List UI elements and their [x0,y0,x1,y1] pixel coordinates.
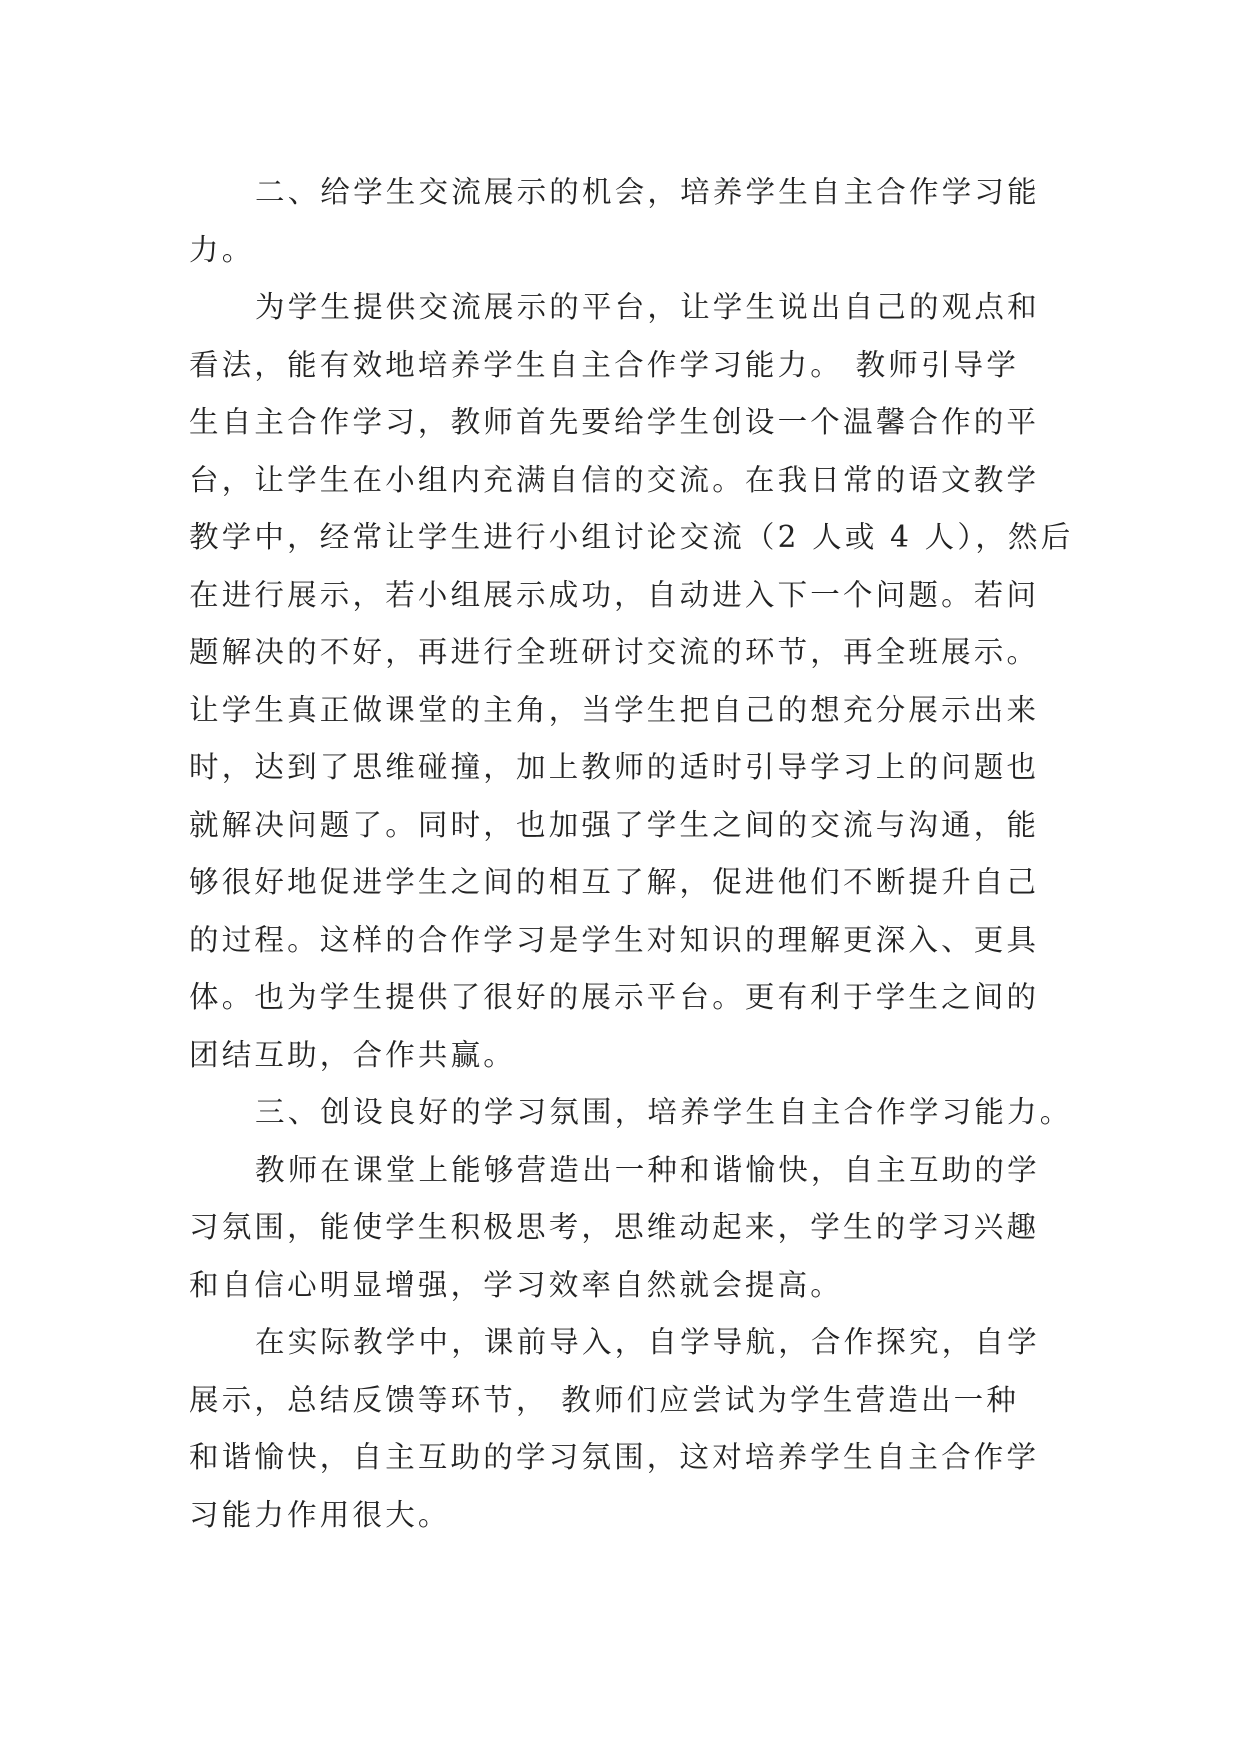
text-line: 生自主合作学习，教师首先要给学生创设一个温馨合作的平 [189,405,1040,439]
text-line: 台，让学生在小组内充满自信的交流。在我日常的语文教学 [189,462,1040,497]
text-line: 团结互助，合作共赢。 [189,1037,517,1072]
text-line: 时，达到了思维碰撞，加上教师的适时引导学习上的问题也 [189,750,1040,784]
text-line: 习能力作用很大。 [189,1497,451,1532]
text-line: 习氛围，能使学生积极思考，思维动起来，学生的学习兴趣 [189,1210,1040,1244]
document-body [189,164,1074,1544]
text-line: 力。 [189,232,255,267]
text-line: 和谐愉快，自主互助的学习氛围，这对培养学生自主合作学 [189,1440,1040,1474]
text-line: 在进行展示，若小组展示成功，自动进入下一个问题。若问 [189,577,1040,612]
text-line: 教师在课堂上能够营造出一种和谐愉快，自主互助的学 [255,1152,1040,1187]
text-line: 体。也为学生提供了很好的展示平台。更有利于学生之间的 [189,980,1040,1014]
text-line: 在实际教学中，课前导入，自学导航，合作探究，自学 [255,1325,1040,1359]
text-line: 的过程。这样的合作学习是学生对知识的理解更深入、更具 [189,922,1040,957]
text-line: 为学生提供交流展示的平台，让学生说出自己的观点和 [255,290,1040,324]
text-line: 和自信心明显增强，学习效率自然就会提高。 [189,1267,844,1302]
text-line: 展示，总结反馈等环节， 教师们应尝试为学生营造出一种 [189,1382,1020,1417]
text-line: 让学生真正做课堂的主角，当学生把自己的想充分展示出来 [189,692,1040,727]
text-line: 题解决的不好，再进行全班研讨交流的环节，再全班展示。 [189,635,1040,669]
text-line: 够很好地促进学生之间的相互了解，促进他们不断提升自己 [189,865,1040,899]
text-line: 教学中，经常让学生进行小组讨论交流（2 人或 4 人），然后 [189,520,1074,554]
text-line: 看法，能有效地培养学生自主合作学习能力。 教师引导学 [189,347,1020,382]
text-line: 二、给学生交流展示的机会，培养学生自主合作学习能 [255,175,1040,209]
text-line: 三、创设良好的学习氛围，培养学生自主合作学习能力。 [255,1095,1073,1129]
text-line: 就解决问题了。同时，也加强了学生之间的交流与沟通，能 [189,807,1040,842]
